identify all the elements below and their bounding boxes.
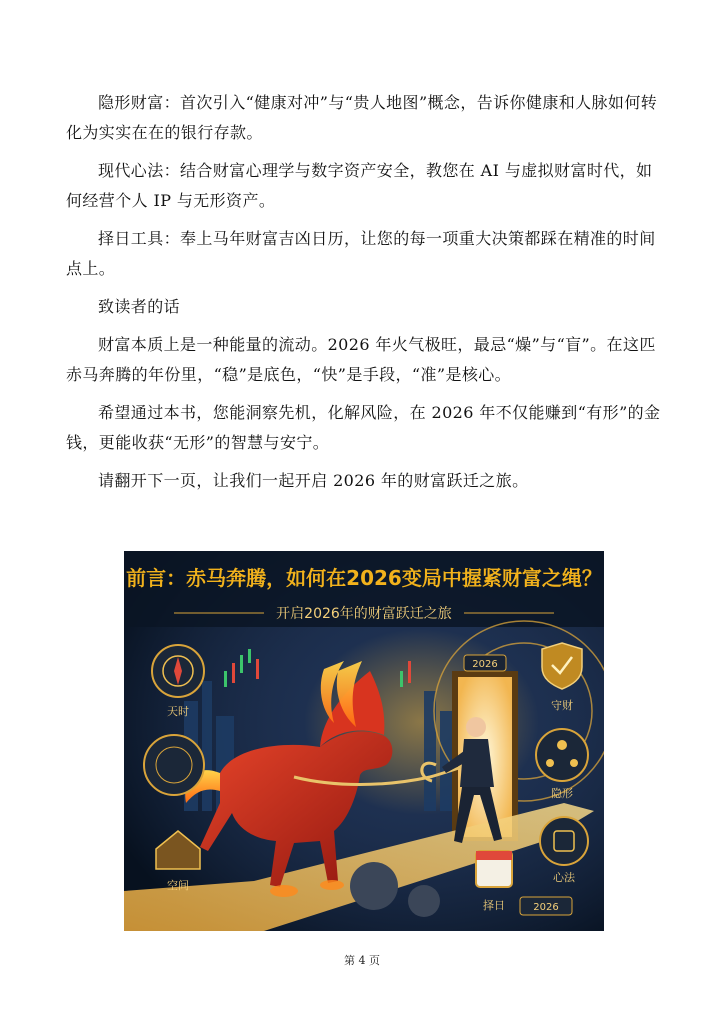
icon-zodiac — [144, 735, 204, 795]
icon-label-zeri: 择日 — [483, 899, 505, 912]
paragraph-hidden-wealth: 隐形财富：首次引入“健康对冲”与“贵人地图”概念，告诉你健康和人脉如何转化为实实在在的银行存款。 — [66, 93, 658, 142]
cover-illustration — [124, 551, 604, 931]
door-year-label: 2026 — [472, 659, 498, 670]
icon-label-tianshi: 天时 — [167, 705, 189, 718]
figure-subtitle: 开启2026年的财富跃迁之旅 — [276, 606, 452, 622]
paragraph-turn-page: 请翻开下一页，让我们一起开启 2026 年的财富跃迁之旅。 — [98, 471, 529, 490]
paragraph-wealth-energy: 财富本质上是一种能量的流动。2026 年火气极旺，最忌“燥”与“盲”。在这匹赤马奔腾的年份里，“稳”是底色，“快”是手段，“准”是核心。 — [66, 335, 656, 384]
body-text — [66, 88, 666, 496]
icon-label-kongjian: 空间 — [167, 879, 189, 892]
icon-label-xinfa: 心法 — [553, 871, 575, 884]
paragraph-modern-mindset: 现代心法：结合财富心理学与数字资产安全，教您在 AI 与虚拟财富时代，如何经营个人 IP 与无形资产。 — [66, 161, 653, 210]
badge-year: 2026 — [533, 902, 559, 913]
section-heading-to-readers: 致读者的话 — [98, 297, 181, 316]
page-number: 第 4 页 — [344, 954, 380, 967]
figure-title: 前言：赤马奔腾，如何在2026变局中握紧财富之绳？ — [126, 566, 602, 590]
paragraph-hope: 希望通过本书，您能洞察先机，化解风险，在 2026 年不仅能赚到“有形”的金钱，更能收获“无形”的智慧与安宁。 — [66, 403, 661, 452]
icon-label-yinxing: 隐形 — [551, 787, 573, 800]
paragraph-date-tool: 择日工具：奉上马年财富吉凶日历，让您的每一项重大决策都踩在精准的时间点上。 — [66, 229, 656, 278]
icon-label-shoucai: 守财 — [551, 699, 573, 712]
